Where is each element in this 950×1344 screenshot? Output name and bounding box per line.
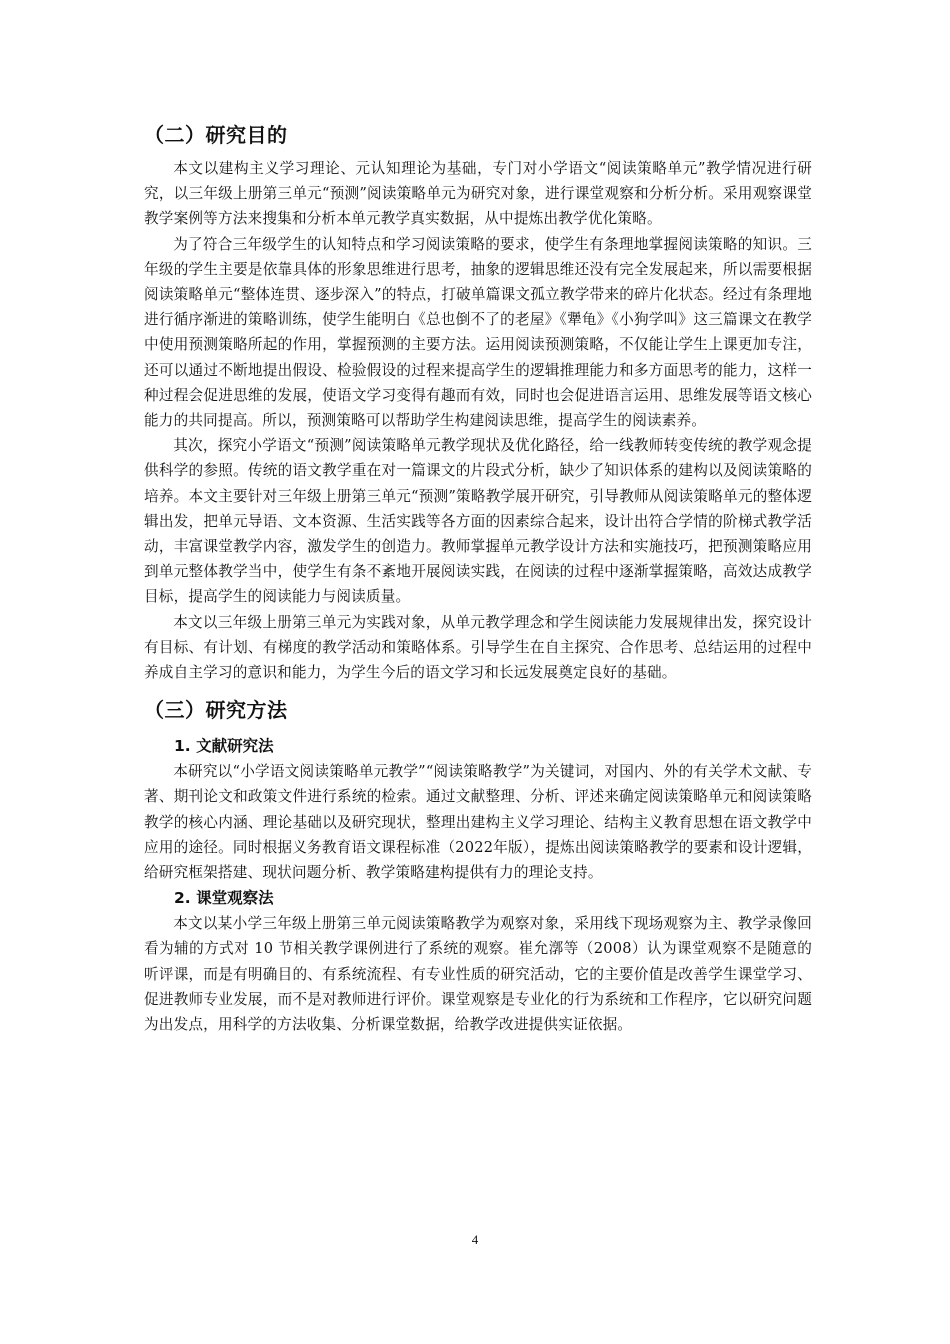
- body-paragraph: 为了符合三年级学生的认知特点和学习阅读策略的要求，使学生有条理地掌握阅读策略的知识。三年级的学生主要是依靠具体的形象思维进行思考，抽象的逻辑思维还没有完全发展起来，所以需要根据阅读策略单元“整体连贯、逐步深入”的特点，打破单篇课文孤立教学带来的碎片化状态。经过有条理地进行循序渐进的策略训练，使学生能明白《总也倒不了的老屋》《犟龟》《小狗学叫》这三篇课文在教学中使用预测策略所起的作用，掌握预测的主要方法。运用阅读预测策略，不仅能让学生上课更加专注，还可以通过不断地提出假设、检验假设的过程来提高学生的逻辑推理能力和多方面思考的能力，这样一种过程会促进思维的发展，使语文学习变得有趣而有效，同时也会促进语言运用、思维发展等语文核心能力的共同提高。所以，预测策略可以帮助学生构建阅读思维，提高学生的阅读素养。: [144, 235, 812, 430]
- section-heading-research-purpose: （二）研究目的: [144, 123, 288, 147]
- body-paragraph: 本文以建构主义学习理论、元认知理论为基础，专门对小学语文“阅读策略单元”教学情况进行研究，以三年级上册第三单元“预测”阅读策略单元为研究对象，进行课堂观察和分析分析。采用观察课堂教学案例等方法来搜集和分析本单元教学真实数据，从中提炼出教学优化策略。: [144, 160, 812, 228]
- page-content: [144, 118, 812, 1037]
- section-heading-research-method: （三）研究方法: [144, 698, 288, 723]
- subsection-heading-literature-method: 1. 文献研究法: [174, 737, 274, 756]
- body-paragraph: 其次，探究小学语文“预测”阅读策略单元教学现状及优化路径，给一线教师转变传统的教学观念提供科学的参照。传统的语文教学重在对一篇课文的片段式分析，缺少了知识体系的建构以及阅读策略的培养。本文主要针对三年级上册第三单元“预测”策略教学展开研究，引导教师从阅读策略单元的整体逻辑出发，把单元导语、文本资源、生活实践等各方面的因素综合起来，设计出符合学情的阶梯式教学活动，丰富课堂教学内容，激发学生的创造力。教师掌握单元教学设计方法和实施技巧，把预测策略应用到单元整体教学当中，使学生有条不紊地开展阅读实践，在阅读的过程中逐渐掌握策略，高效达成教学目标，提高学生的阅读能力与阅读质量。: [144, 437, 812, 606]
- subsection-heading-classroom-observation: 2. 课堂观察法: [174, 889, 274, 908]
- body-paragraph: 本文以三年级上册第三单元为实践对象，从单元教学理念和学生阅读能力发展规律出发，探究设计有目标、有计划、有梯度的教学活动和策略体系。引导学生在自主探究、合作思考、总结运用的过程中养成自主学习的意识和能力，为学生今后的语文学习和长远发展奠定良好的基础。: [144, 613, 812, 682]
- page-number: 4: [471, 1232, 479, 1247]
- body-paragraph: 本研究以“小学语文阅读策略单元教学”“阅读策略教学”为关键词，对国内、外的有关学术文献、专著、期刊论文和政策文件进行系统的检索。通过文献整理、分析、评述来确定阅读策略单元和阅读策略教学的核心内涵、理论基础以及研究现状，整理出建构主义学习理论、结构主义教育思想在语文教学中应用的途径。同时根据义务教育语文课程标准（2022年版），提炼出阅读策略教学的要素和设计逻辑，给研究框架搭建、现状问题分析、教学策略建构提供有力的理论支持。: [144, 763, 812, 882]
- body-paragraph: 本文以某小学三年级上册第三单元阅读策略教学为观察对象，采用线下现场观察为主、教学录像回看为辅的方式对 10 节相关教学课例进行了系统的观察。崔允漷等（2008）认为课堂观察不是随意的听评课，而是有明确目的、有系统流程、有专业性质的研究活动，它的主要价值是改善学生课堂学习、促进教师专业发展，而不是对教师进行评价。课堂观察是专业化的行为系统和工作程序，它以研究问题为出发点，用科学的方法收集、分析课堂数据，给教学改进提供实证依据。: [144, 915, 812, 1034]
